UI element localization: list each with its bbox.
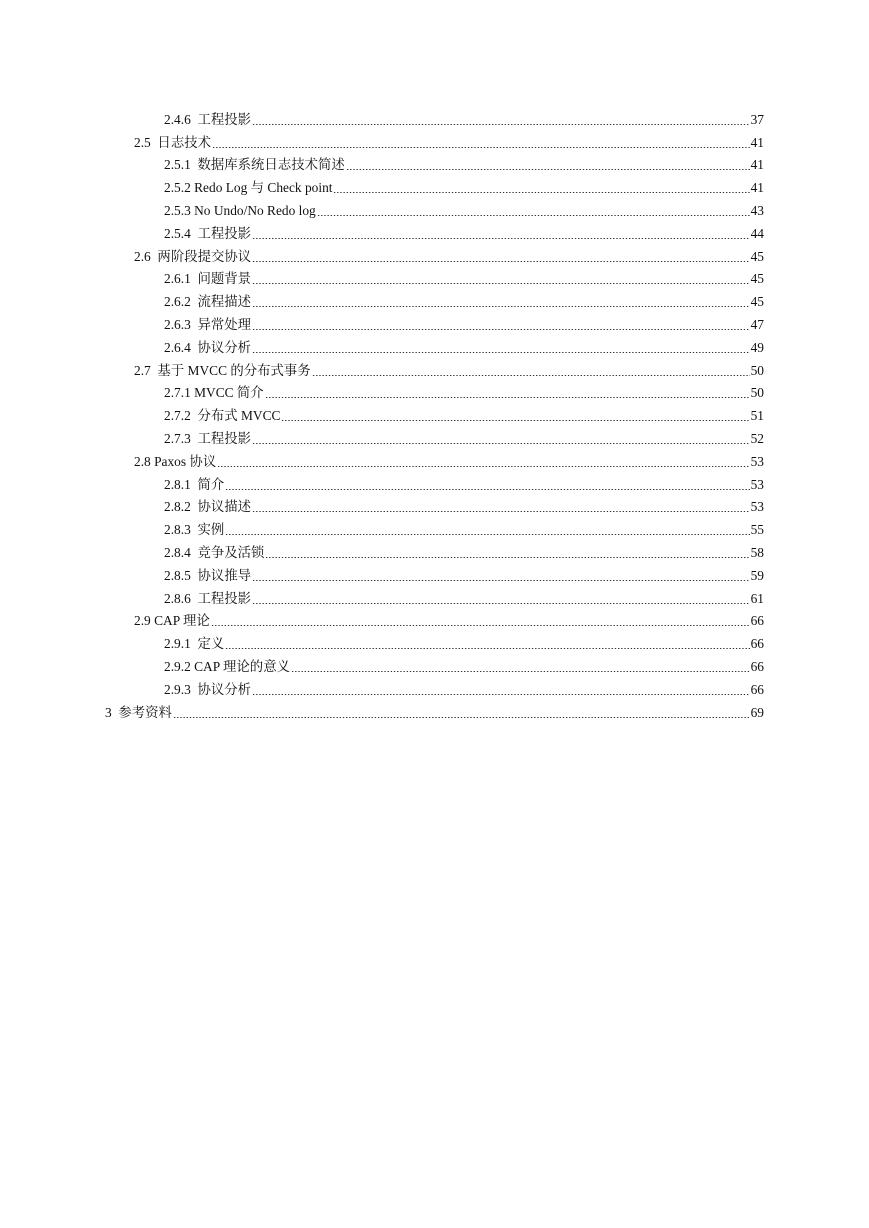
toc-entry-title: 2.4.6 工程投影 xyxy=(164,111,252,127)
toc-entry[interactable] xyxy=(0,470,869,493)
table-of-contents xyxy=(0,105,869,721)
toc-dot-leader xyxy=(252,443,750,444)
toc-dot-leader xyxy=(317,215,750,216)
toc-entry-page-number: 66 xyxy=(750,681,764,697)
toc-dot-leader xyxy=(312,375,750,376)
toc-dot-leader xyxy=(346,169,750,170)
toc-entry-page-number: 69 xyxy=(750,704,764,720)
toc-entry[interactable] xyxy=(0,401,869,424)
toc-entry-page-number: 66 xyxy=(750,636,764,652)
toc-entry[interactable] xyxy=(0,287,869,310)
toc-dot-leader xyxy=(291,671,750,672)
toc-entry-page-number: 50 xyxy=(750,385,764,401)
toc-entry-page-number: 53 xyxy=(750,499,764,515)
toc-entry-title: 2.8.5 协议推导 xyxy=(164,567,252,583)
toc-dot-leader xyxy=(252,694,750,695)
toc-entry-title: 2.7.1 MVCC 简介 xyxy=(164,385,264,401)
toc-entry-inner xyxy=(164,271,764,287)
toc-entry[interactable] xyxy=(0,265,869,288)
toc-entry-title: 2.9.2 CAP 理论的意义 xyxy=(164,658,290,674)
toc-entry-title: 2.9.3 协议分析 xyxy=(164,681,252,697)
toc-entry-page-number: 50 xyxy=(750,362,764,378)
toc-entry-inner xyxy=(105,705,764,721)
toc-dot-leader xyxy=(252,124,750,125)
toc-entry-title: 2.8.2 协议描述 xyxy=(164,499,252,515)
toc-dot-leader xyxy=(281,420,749,421)
toc-entry-title: 2.6.3 异常处理 xyxy=(164,316,252,332)
toc-entry-title: 2.8.4 竞争及活锁 xyxy=(164,544,265,560)
toc-dot-leader xyxy=(265,557,749,558)
toc-entry-inner xyxy=(134,249,764,265)
toc-entry-page-number: 66 xyxy=(750,658,764,674)
toc-entry-page-number: 53 xyxy=(750,453,764,469)
toc-entry-page-number: 49 xyxy=(750,339,764,355)
toc-entry-inner xyxy=(134,363,764,379)
toc-dot-leader xyxy=(252,511,750,512)
toc-entry[interactable] xyxy=(0,379,869,402)
toc-entry[interactable] xyxy=(0,242,869,265)
toc-entry-title: 2.6.2 流程描述 xyxy=(164,294,252,310)
toc-entry-inner xyxy=(164,112,764,128)
toc-dot-leader xyxy=(173,717,750,718)
toc-dot-leader xyxy=(252,238,750,239)
toc-entry-inner xyxy=(164,591,764,607)
toc-entry[interactable] xyxy=(0,105,869,128)
toc-entry-inner xyxy=(164,340,764,356)
toc-entry-title: 2.7.2 分布式 MVCC xyxy=(164,408,281,424)
toc-entry-title: 2.8 Paxos 协议 xyxy=(134,453,217,469)
toc-entry[interactable] xyxy=(0,333,869,356)
toc-entry-inner xyxy=(164,203,764,219)
toc-entry-title: 2.5.2 Redo Log 与 Check point xyxy=(164,180,333,196)
toc-entry-page-number: 37 xyxy=(750,111,764,127)
toc-dot-leader xyxy=(252,283,750,284)
toc-entry-inner xyxy=(164,385,764,401)
toc-entry-title: 2.6.4 协议分析 xyxy=(164,339,252,355)
toc-dot-leader xyxy=(252,580,750,581)
toc-entry[interactable] xyxy=(0,151,869,174)
toc-entry-inner xyxy=(134,613,764,629)
toc-entry-page-number: 55 xyxy=(750,522,764,538)
toc-entry-inner xyxy=(164,180,764,196)
toc-entry-inner xyxy=(164,408,764,424)
toc-entry[interactable] xyxy=(0,652,869,675)
toc-entry[interactable] xyxy=(0,424,869,447)
toc-entry[interactable] xyxy=(0,128,869,151)
toc-entry-page-number: 52 xyxy=(750,430,764,446)
toc-entry-page-number: 66 xyxy=(750,613,764,629)
toc-entry-page-number: 51 xyxy=(750,408,764,424)
toc-entry-inner xyxy=(164,499,764,515)
toc-entry[interactable] xyxy=(0,493,869,516)
toc-entry-inner xyxy=(164,636,764,652)
toc-entry-title: 2.6 两阶段提交协议 xyxy=(134,248,252,264)
toc-entry-title: 2.5.1 数据库系统日志技术简述 xyxy=(164,157,345,173)
toc-entry[interactable] xyxy=(0,584,869,607)
toc-dot-leader xyxy=(211,625,750,626)
toc-entry-title: 2.8.3 实例 xyxy=(164,522,225,538)
toc-dot-leader xyxy=(252,306,750,307)
toc-entry-inner xyxy=(164,294,764,310)
toc-entry-inner xyxy=(164,545,764,561)
toc-entry[interactable] xyxy=(0,196,869,219)
toc-dot-leader xyxy=(252,352,750,353)
toc-entry[interactable] xyxy=(0,538,869,561)
toc-entry-title: 2.5.4 工程投影 xyxy=(164,225,252,241)
toc-dot-leader xyxy=(252,261,749,262)
toc-entry-page-number: 41 xyxy=(750,157,764,173)
toc-entry[interactable] xyxy=(0,173,869,196)
toc-entry-inner xyxy=(164,431,764,447)
toc-entry-title: 2.7.3 工程投影 xyxy=(164,430,252,446)
toc-entry-inner xyxy=(164,659,764,675)
toc-dot-leader xyxy=(252,329,750,330)
toc-dot-leader xyxy=(225,489,749,490)
toc-entry-title: 2.7 基于 MVCC 的分布式事务 xyxy=(134,362,311,378)
toc-entry-page-number: 45 xyxy=(750,294,764,310)
toc-entry[interactable] xyxy=(0,561,869,584)
toc-entry[interactable] xyxy=(0,675,869,698)
toc-entry-title: 2.8.1 简介 xyxy=(164,476,225,492)
toc-entry[interactable] xyxy=(0,447,869,470)
toc-entry-title: 2.8.6 工程投影 xyxy=(164,590,252,606)
toc-entry-inner xyxy=(164,568,764,584)
toc-entry-page-number: 45 xyxy=(750,271,764,287)
toc-entry-inner xyxy=(134,454,764,470)
toc-entry[interactable] xyxy=(0,698,869,721)
toc-entry-title: 2.9.1 定义 xyxy=(164,636,225,652)
toc-entry-title: 2.5.3 No Undo/No Redo log xyxy=(164,202,316,218)
toc-entry-inner xyxy=(164,317,764,333)
toc-entry-inner xyxy=(164,522,764,538)
toc-dot-leader xyxy=(333,192,749,193)
toc-entry-inner xyxy=(164,226,764,242)
toc-entry-title: 2.6.1 问题背景 xyxy=(164,271,252,287)
toc-entry-page-number: 45 xyxy=(750,248,764,264)
toc-entry-inner xyxy=(164,477,764,493)
toc-entry-page-number: 58 xyxy=(750,544,764,560)
toc-entry[interactable] xyxy=(0,515,869,538)
toc-dot-leader xyxy=(225,648,749,649)
toc-entry[interactable] xyxy=(0,356,869,379)
toc-entry[interactable] xyxy=(0,629,869,652)
toc-entry-page-number: 47 xyxy=(750,316,764,332)
toc-entry-page-number: 53 xyxy=(750,476,764,492)
toc-entry-title: 3 参考资料 xyxy=(105,704,172,720)
toc-entry[interactable] xyxy=(0,607,869,630)
toc-entry-page-number: 41 xyxy=(750,180,764,196)
toc-entry-page-number: 44 xyxy=(750,225,764,241)
toc-dot-leader xyxy=(265,397,750,398)
toc-entry[interactable] xyxy=(0,310,869,333)
toc-entry-page-number: 41 xyxy=(750,134,764,150)
toc-dot-leader xyxy=(217,466,749,467)
toc-dot-leader xyxy=(252,603,750,604)
toc-entry[interactable] xyxy=(0,219,869,242)
toc-entry-page-number: 61 xyxy=(750,590,764,606)
toc-entry-inner xyxy=(164,157,764,173)
toc-dot-leader xyxy=(212,147,750,148)
toc-entry-inner xyxy=(134,135,764,151)
toc-dot-leader xyxy=(225,534,749,535)
toc-entry-title: 2.9 CAP 理论 xyxy=(134,613,210,629)
toc-entry-page-number: 43 xyxy=(750,202,764,218)
toc-entry-inner xyxy=(164,682,764,698)
toc-entry-page-number: 59 xyxy=(750,567,764,583)
toc-entry-title: 2.5 日志技术 xyxy=(134,134,211,150)
